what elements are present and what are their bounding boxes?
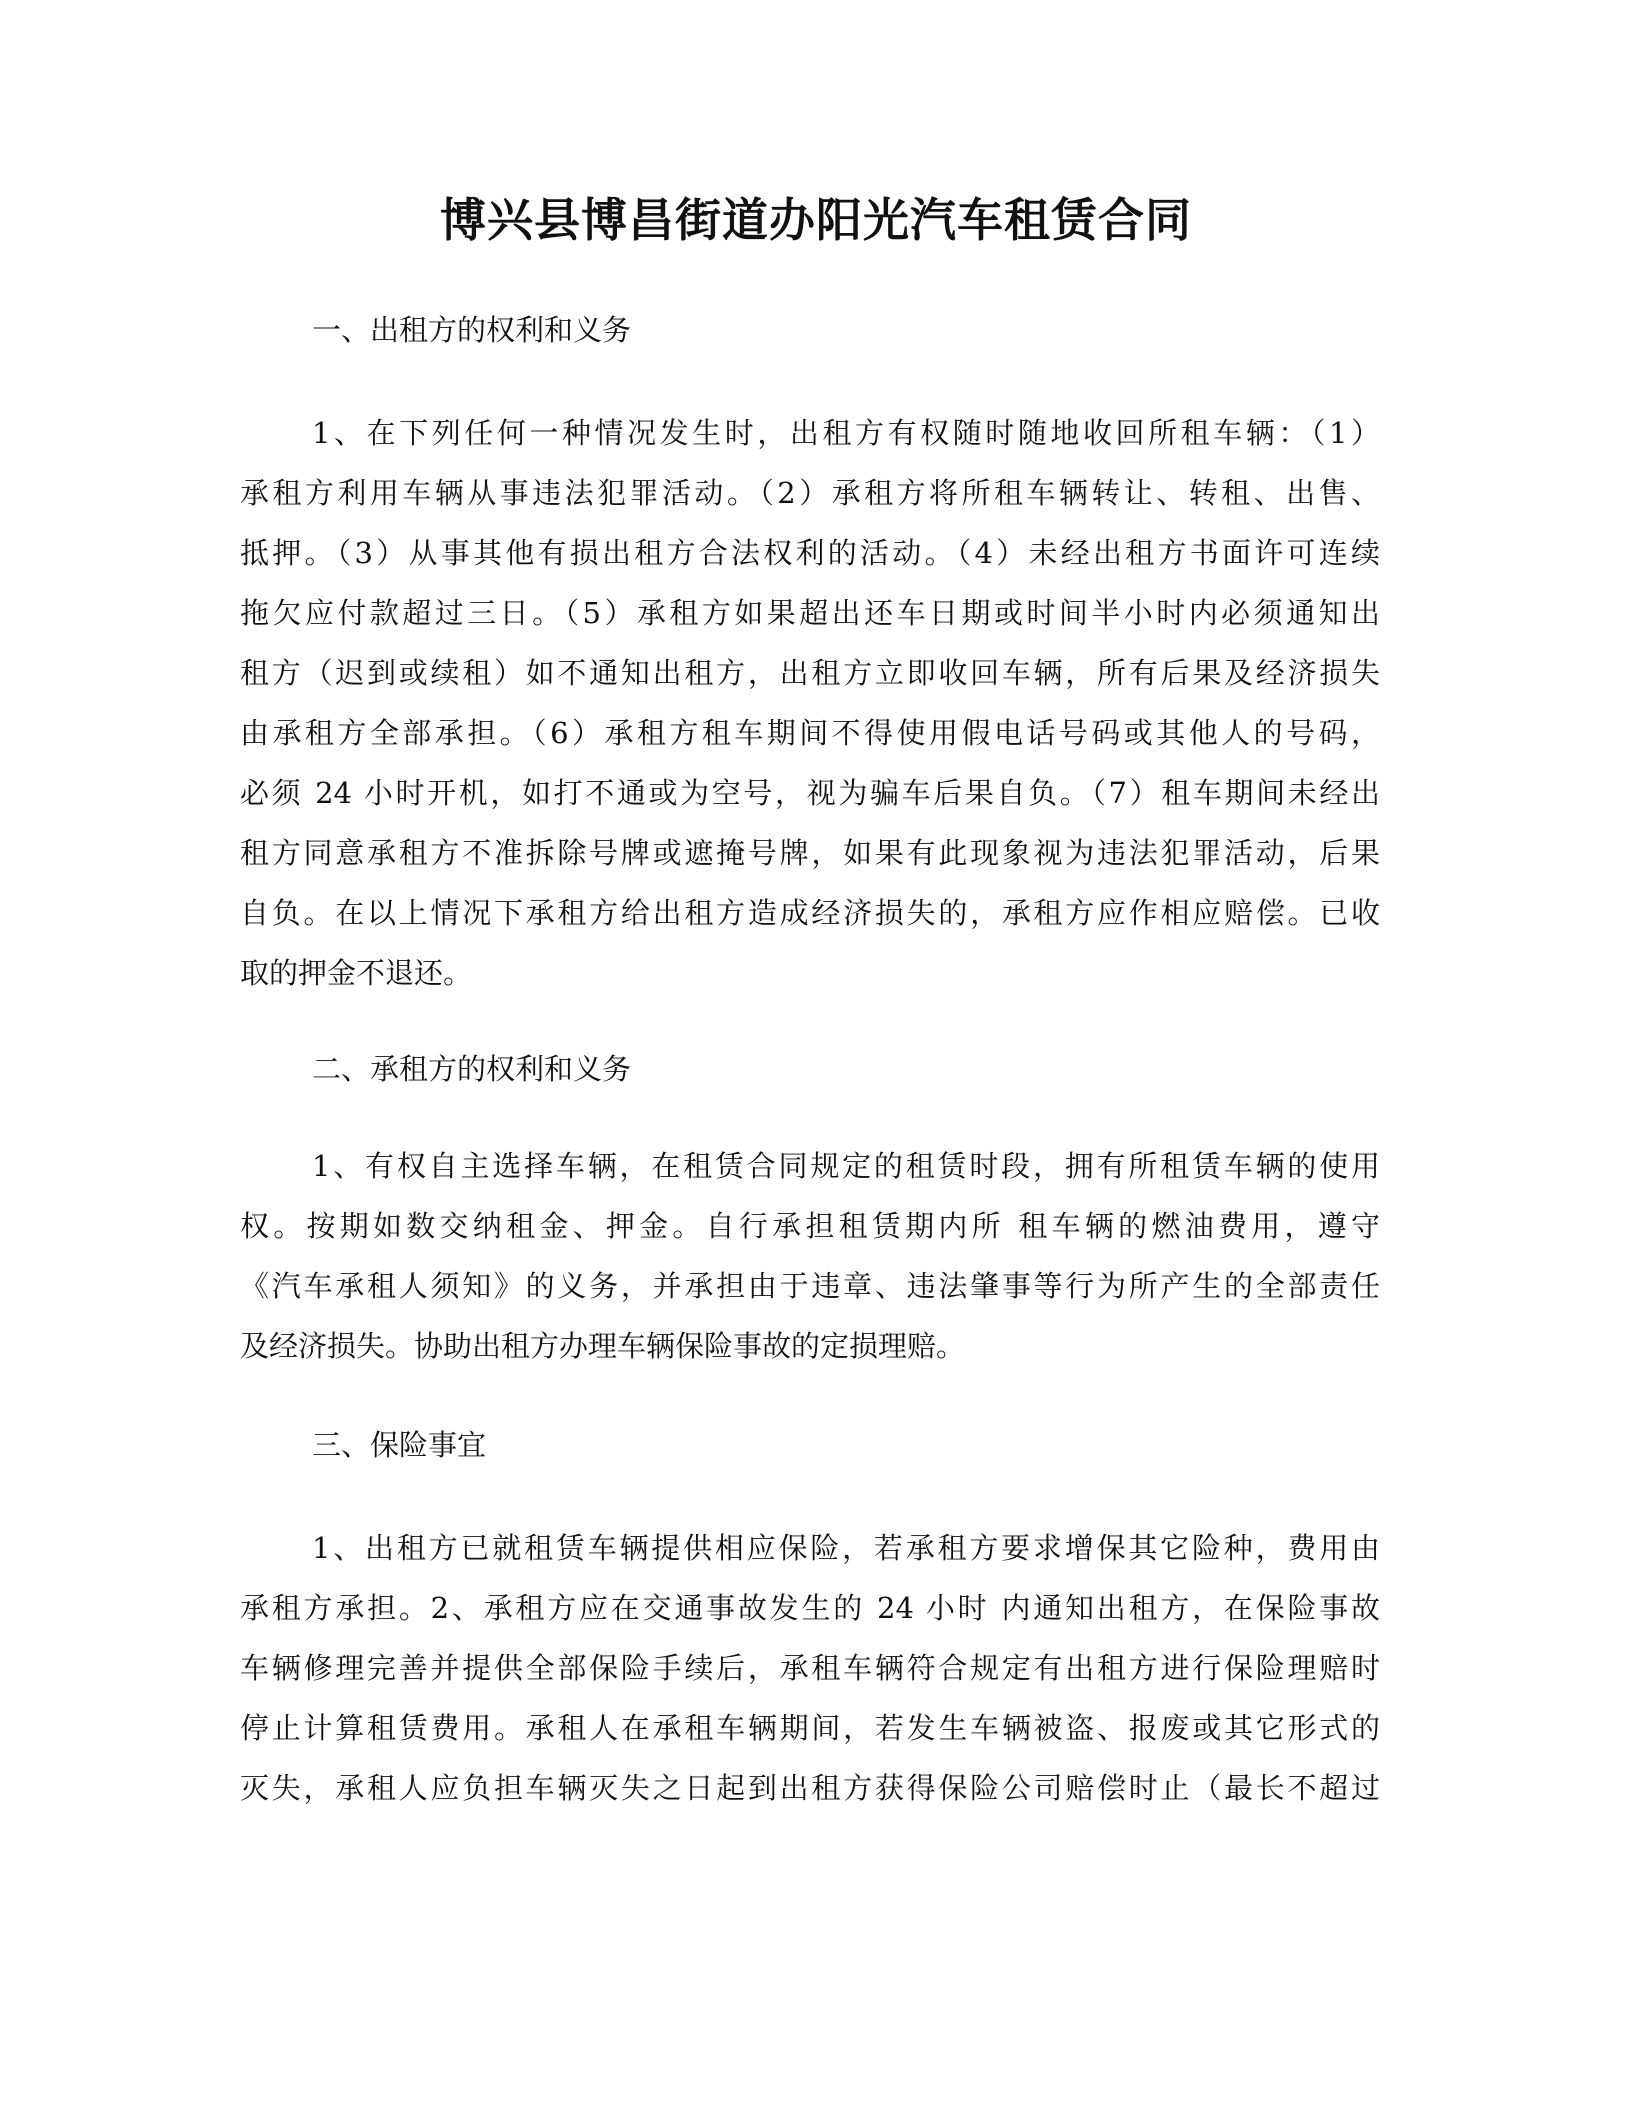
paragraph-line: 1、在下列任何一种情况发生时，出租方有权随时随地收回所租车辆：（1） xyxy=(312,416,1380,450)
paragraph-line: 承租方承担。2、承租方应在交通事故发生的 24 小时 内通知出租方，在保险事故 xyxy=(240,1591,1380,1625)
paragraph-line: 1、出租方已就租赁车辆提供相应保险，若承租方要求增保其它险种，费用由 xyxy=(312,1531,1380,1565)
paragraph-line: 必须 24 小时开机，如打不通或为空号，视为骗车后果自负。（7）租车期间未经出 xyxy=(240,776,1380,810)
paragraph-line: 《汽车承租人须知》的义务，并承担由于违章、违法肇事等行为所产生的全部责任 xyxy=(240,1269,1380,1303)
section-heading-2: 二、承租方的权利和义务 xyxy=(312,1052,632,1086)
paragraph-line: 1、有权自主选择车辆，在租赁合同规定的租赁时段，拥有所租赁车辆的使用 xyxy=(312,1149,1380,1183)
section-heading-3: 三、保险事宜 xyxy=(312,1428,487,1462)
document-title: 博兴县博昌街道办阳光汽车租赁合同 xyxy=(440,193,1192,247)
paragraph-line: 取的押金不退还。 xyxy=(240,956,473,990)
paragraph-line: 拖欠应付款超过三日。（5）承租方如果超出还车日期或时间半小时内必须通知出 xyxy=(240,596,1380,630)
paragraph-line: 由承租方全部承担。（6）承租方租车期间不得使用假电话号码或其他人的号码， xyxy=(240,716,1380,750)
paragraph-line: 租方（迟到或续租）如不通知出租方，出租方立即收回车辆，所有后果及经济损失 xyxy=(240,656,1380,690)
paragraph-line: 权。按期如数交纳租金、押金。自行承担租赁期内所 租车辆的燃油费用，遵守 xyxy=(240,1209,1380,1243)
section-heading-1: 一、出租方的权利和义务 xyxy=(312,313,632,347)
paragraph-line: 及经济损失。协助出租方办理车辆保险事故的定损理赔。 xyxy=(240,1329,966,1363)
paragraph-line: 抵押。（3）从事其他有损出租方合法权利的活动。（4）未经出租方书面许可连续 xyxy=(240,536,1380,570)
paragraph-line: 停止计算租赁费用。承租人在承租车辆期间，若发生车辆被盗、报废或其它形式的 xyxy=(240,1711,1380,1745)
paragraph-line: 承租方利用车辆从事违法犯罪活动。（2）承租方将所租车辆转让、转租、出售、 xyxy=(240,476,1380,510)
paragraph-line: 自负。在以上情况下承租方给出租方造成经济损失的，承租方应作相应赔偿。已收 xyxy=(240,896,1380,930)
paragraph-line: 灭失，承租人应负担车辆灭失之日起到出租方获得保险公司赔偿时止（最长不超过 xyxy=(240,1771,1380,1805)
paragraph-line: 租方同意承租方不准拆除号牌或遮掩号牌，如果有此现象视为违法犯罪活动，后果 xyxy=(240,836,1380,870)
paragraph-line: 车辆修理完善并提供全部保险手续后，承租车辆符合规定有出租方进行保险理赔时 xyxy=(240,1651,1380,1685)
